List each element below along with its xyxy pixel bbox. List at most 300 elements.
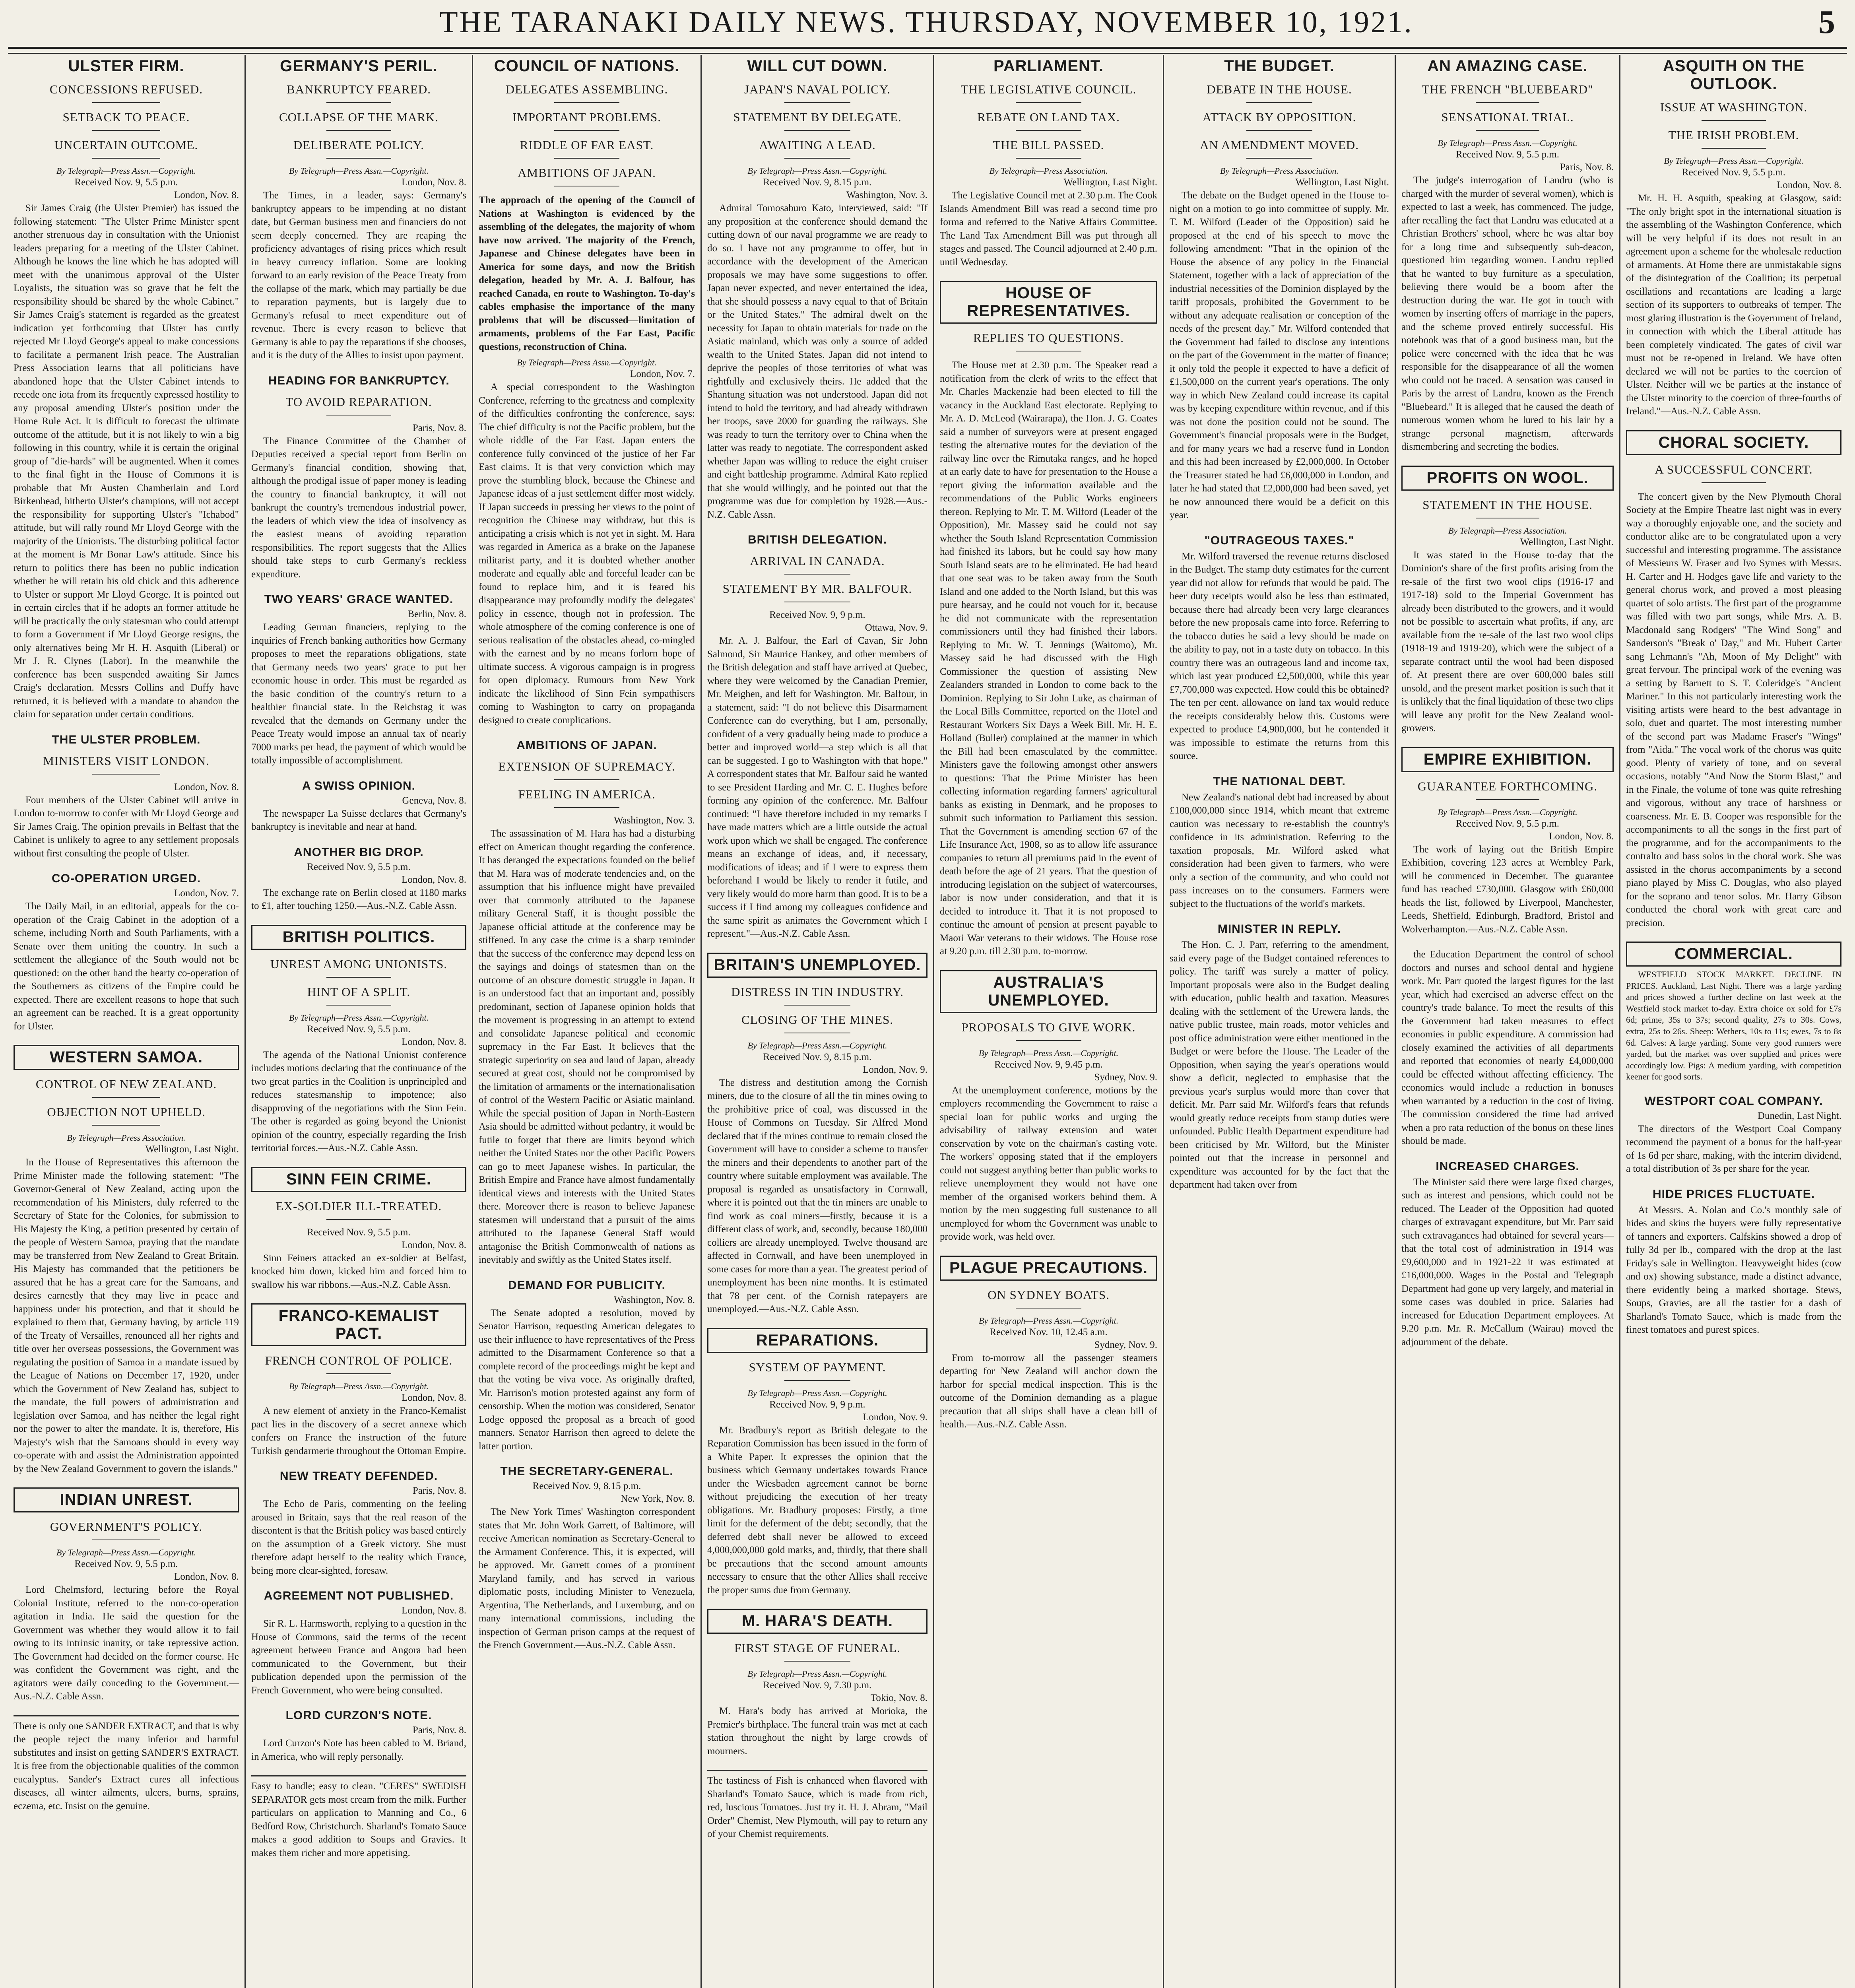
article-subheading: UNREST AMONG UNIONISTS. [251, 957, 466, 978]
article-dateline: Paris, Nov. 8. [412, 422, 466, 433]
article-credit: By Telegraph—Press Assn.—Copyright. [289, 1012, 429, 1023]
article-body [1626, 490, 1841, 930]
article-subheading: ARRIVAL IN CANADA. [707, 554, 928, 575]
article-dateline: Washington, Nov. 8. [614, 1294, 695, 1305]
masthead-rule [8, 47, 1847, 54]
article-body [251, 1737, 466, 1763]
article-body [479, 1505, 695, 1652]
article-headline: AN AMAZING CASE. [1427, 57, 1588, 75]
article-subheading: SYSTEM OF PAYMENT. [707, 1360, 928, 1381]
article-paragraph: From to-morrow all the passenger steamers departing for New Zealand will anchor down the harbor for special medical inspection. This is the outcome of the Dominion demanding as a plague precaution that all ships shall have a clean bill of health.—Aus.-N.Z. Cable Assn. [940, 1352, 1157, 1430]
article-dateline: Dunedin, Last Night. [1757, 1110, 1841, 1121]
article-subheading: ISSUE AT WASHINGTON. [1626, 100, 1841, 121]
article-body [707, 1424, 928, 1597]
article [251, 925, 466, 1155]
article-dateline: New York, Nov. 8. [621, 1493, 695, 1504]
article-body [251, 621, 466, 767]
article-paragraph: Sir R. L. Harmsworth, replying to a question in the House of Commons, said the terms of the recent agreement between France and Angora had been communicated to the Government, but their publication depended upon the permission of the French Government, who were being consulted. [251, 1618, 466, 1696]
article-dateline: Berlin, Nov. 8. [407, 609, 466, 619]
article-subheading: REPLIES TO QUESTIONS. [940, 331, 1157, 351]
article-subheading: IMPORTANT PROBLEMS. [479, 110, 695, 131]
column-6 [1164, 55, 1396, 1988]
article [1401, 466, 1614, 735]
article-paragraph: The Echo de Paris, commenting on the feeling aroused in Britain, says that the real reason of the discontent is that the British policy was based entirely on the assumption of a Greek victory. She must therefore adapt herself to the reality which France, being more clear-sighted, foresaw. [251, 1499, 466, 1576]
article-headline: BRITISH DELEGATION. [747, 533, 887, 546]
article [14, 733, 239, 860]
page-number: 5 [1818, 4, 1837, 41]
article-subheading: CLOSING OF THE MINES. [707, 1013, 928, 1033]
article-dateline: Geneva, Nov. 8. [402, 795, 466, 806]
article-headline: CO-OPERATION URGED. [51, 872, 201, 885]
article-credit: By Telegraph—Press Assn.—Copyright. [1438, 807, 1578, 817]
article [1170, 57, 1389, 522]
article-body [479, 381, 695, 727]
advertisement: The tastiness of Fish is enhanced when flavored with Sharland's Tomato Sauce, which is made from rich, red, luscious Tomatoes. Just try it. H. J. Abram, "Mail Order" Chemist, New Plymouth, will pay to return any of your Chemist requirements. [707, 1770, 928, 1841]
article-subheading: THE BILL PASSED. [940, 138, 1157, 159]
article-headline: PLAGUE PRECAUTIONS. [940, 1256, 1157, 1281]
article-paragraph: The Legislative Council met at 2.30 p.m. The Cook Islands Amendment Bill was read a second time pro forma and referred to the Native Affairs Committee. The Land Tax Amendment Bill was put through all stages and passed. The Council adjourned at 2.40 p.m. until Wednesday. [940, 190, 1157, 268]
article [1401, 1160, 1614, 1349]
article-body [14, 794, 239, 860]
article-dateline: London, Nov. 8. [1549, 831, 1614, 842]
article-lead: The approach of the opening of the Council of Nations at Washington is evidenced by the assembling of the delegates, the majority of whom have now arrived. The majority of the French, Japanese and Chinese delegates have been in America for some days, and now the British delegation, headed by Mr. A. J. Balfour, has reached Canada, en route to Washington. To-day's cables emphasise the importance of the many problems that will be discussed—limitation of armaments, problems of the Far East, Pacific questions, reconstruction of China. [479, 195, 695, 352]
article [251, 1775, 466, 1860]
article-received: Received Nov. 9, 5.5 p.m. [74, 1559, 178, 1569]
article-credit: By Telegraph—Press Assn.—Copyright. [978, 1315, 1119, 1326]
article-body [1626, 1122, 1841, 1176]
article-dateline: London, Nov. 7. [174, 888, 239, 899]
article [251, 1167, 466, 1292]
article-subheading: A SUCCESSFUL CONCERT. [1626, 462, 1841, 483]
article-headline: A SWISS OPINION. [302, 779, 415, 792]
article-body [1170, 189, 1389, 522]
article [251, 374, 466, 581]
article [707, 1609, 928, 1758]
article-subheading: GUARANTEE FORTHCOMING. [1401, 779, 1614, 800]
article-headline: WESTERN SAMOA. [14, 1045, 239, 1070]
article-dateline: Washington, Nov. 3. [846, 190, 928, 200]
article-subheading: DISTRESS IN TIN INDUSTRY. [707, 985, 928, 1006]
article [14, 1715, 239, 1813]
column-4 [702, 55, 934, 1988]
article-subheading: DEBATE IN THE HOUSE. [1170, 82, 1389, 103]
article-subheading: RIDDLE OF FAR EAST. [479, 138, 695, 159]
article-paragraph: Mr. Bradbury's report as British delegate to the Reparation Commission has been issued in the form of a White Paper. It expresses the opinion that the business which Germany undertakes towards France under the Wiesbaden agreement cannot be borne without prejudicing the execution of her treaty obligations. Mr. Bradbury proposes: Firstly, a time limit for the deferment of the debt; secondly, that the deferred debt shall never be allowed to exceed 4,000,000,000 gold marks, and, thirdly, that there shall be precautions that the second amount amounts necessary to ensure that the other Allies shall receive the proper sums due from Germany. [707, 1425, 928, 1596]
article-paragraph: The Daily Mail, in an editorial, appeals for the co-operation of the Craig Cabinet in the adoption of a scheme, including North and South Parliaments, with a Senate over them uniting the country. In such a settlement the allegiance of the South would not be questioned: on the other hand the hearty co-operation of the Southerners as citizens of the Empire could be expected. There are excellent reasons to hope that such an agreement can be reached. It is a great opportunity for Ulster. [14, 901, 239, 1032]
article [1170, 775, 1389, 911]
article-paragraph: The Times, in a leader, says: Germany's bankruptcy appears to be impending at no distant date, but German business men and financiers do not seem deeply concerned. They are reaping the proficiency advantages of rising prices which result in heavy currency inflation. Some are looking forward to an early revision of the Peace Treaty from the collapse of the mark, which may partially be due to reparation payments, but is largely due to Germany's refusal to meet expenditure out of revenue. There is every reason to believe that Germany is able to pay the reparations if she chooses, and it is the duty of the Allies to insist upon payment. [251, 190, 466, 361]
article-paragraph: Lord Curzon's Note has been cabled to M. Briand, in America, who will reply personally. [251, 1738, 466, 1762]
article [251, 57, 466, 362]
article-headline: SINN FEIN CRIME. [251, 1167, 466, 1192]
column-5 [934, 55, 1164, 1988]
article-body [251, 807, 466, 834]
article-credit: By Telegraph—Press Assn.—Copyright. [747, 1040, 887, 1050]
article-subheading: STATEMENT BY MR. BALFOUR. [707, 582, 928, 602]
article-paragraph: Admiral Tomosaburo Kato, interviewed, said: "If any proposition at the conference should demand the cutting down of our naval programme we are ready to do so. I have not any programme to offer, but in accordance with the development of the American proposals we may have some suggestions to offer. Japan never expected, and never entertained the idea, that she should possess a navy equal to that of Britain or the United States." The admiral dwelt on the necessity for Japan to obtain materials for trade on the Asiatic mainland, which was only a source of added wealth to the United States. Japan did not intend to deprive the peoples of those territories of what was rightfully and exclusively theirs. He added that the Shantung situation was not understood. Japan did not intend to hold the territory, and had already withdrawn her troops, save 2000 for guarding the railways. She was ready to turn the territory over to China when the latter was ready to negotiate. The correspondent asked whether Japan was willing to reduce the eight cruiser and eight battleship programme. Admiral Kato replied that she would willingly, and he pointed out that the programme was due for completion by 1928.—Aus.-N.Z. Cable Assn. [707, 203, 928, 520]
article-received: Received Nov. 9, 8.15 p.m. [763, 177, 872, 188]
article-subheading: ON SYDNEY BOATS. [940, 1288, 1157, 1309]
article-paragraph: The directors of the Westport Coal Company recommend the payment of a bonus for the half-year of 1s 6d per share, making, with the interim dividend, a total distribution of 3s per share for the year. [1626, 1123, 1841, 1175]
article [14, 57, 239, 721]
article-dateline: London, Nov. 8. [174, 781, 239, 792]
article-paragraph: The Hon. C. J. Parr, referring to the amendment, said every page of the Budget contained references to policy. The tariff was surely a matter of policy. Important proposals were also in the Budget dealing with education, public health and taxation. Measures dealing with the settlement of the Urewera lands, the native public trustee, main roads, motor vehicles and post office administration were either mentioned in the Budget or were before the House. The Leader of the Opposition, when saying the year's operations would show a deficit, neglected to emphasise that the previous year's surplus would more than cover that deficit. Mr. Parr said Mr. Wilford's fears that refunds would greatly reduce receipts from stamp duties were unfounded. Public Health Department expenditure had been criticised by Mr. Wilford, but the Minister pointed out that the increase in personnel and expenditure was accounted for by the fact that the department had taken over from [1170, 940, 1389, 1190]
masthead [12, 2, 1841, 43]
article-subheading: EX-SOLDIER ILL-TREATED. [251, 1199, 466, 1220]
article [251, 593, 466, 767]
article-paragraph: the Education Department the control of school doctors and nurses and school dental and hygiene work. Mr. Parr quoted the largest figures for the last year, which had exercised an adverse effect on the country's trade balance. To meet the results of this the Government had taken measures to effect economies in public expenditure. A commission had closely examined the activities of all departments and reported that economies of nearly £4,000,000 could be effected without affecting efficiency. The economies would include a reduction in bonuses when warranted by a reduction in the cost of living. The commission considered the time had arrived when a pro rata reduction of the bonus on these lines should be made. [1401, 949, 1614, 1146]
article-credit: By Telegraph—Press Association. [67, 1133, 186, 1143]
article-body [479, 1307, 695, 1453]
article-headline: PARLIAMENT. [993, 57, 1104, 75]
article [1401, 948, 1614, 1148]
article [1626, 57, 1841, 418]
article-credit: By Telegraph—Press Assn.—Copyright. [517, 357, 657, 367]
column-7 [1396, 55, 1620, 1988]
article-dateline: Wellington, Last Night. [1520, 536, 1614, 547]
article-received: Received Nov. 9, 8.15 p.m. [532, 1481, 641, 1491]
article-received: Received Nov. 9, 5.5 p.m. [1455, 818, 1560, 829]
article-paragraph: Sir James Craig (the Ulster Premier) has issued the following statement: "The Ulster Prime Minister spent another strenuous day in consultation with the Unionist leaders preparing for a meeting of the Ulster Cabinet. Although he knows the line which he has adopted will meet with the unanimous approval of the Ulster Loyalists, the situation was so grave that he felt the responsibility should be shared by the whole Cabinet." Sir James Craig's statement is regarded as the greatest indication yet forthcoming that Ulster has curtly rejected Mr Lloyd George's appeal to make concessions to facilitate a permanent Irish peace. The Australian Press Association learns that all politicians have abandoned hope that the Ulster Cabinet intends to recede one iota from its frequently expressed hostility to any proposal amending Ulster's position under the Home Rule Act. It is difficult to forecast the ultimate outcome of the attitude, but it is not likely to win a big following in this country, while it is certain the original group of "die-hards" will be augmented. When it comes to the final fight in the House of Commons it is probable that Mr Austen Chamberlain and Lord Birkenhead, hitherto Ulster's champions, will not accept the responsibility for supporting Ulster's "Ichabod" attitude, but will rally round Mr Lloyd George with the majority of the Unionists. The disturbing political factor at the moment is Mr Bonar Law's attitude. Since his return to politics there has been no public indication whether he will retain his old chick and this adherence to Ulster or support Mr Lloyd George. It is pointed out in certain circles that if he adopts an former attitude he will be practically the only statesman who could attempt to form a Government if Mr Lloyd George resigns, the only alternatives being Mr H. H. Asquith (Liberal) or Mr J. R. Clynes (Labor). In the meanwhile the conference has been suspended awaiting Sir James Craig's declaration. Messrs Collins and Duffy have returned, it is believed with a mandate to abandon the claim for separation under certain conditions. [14, 203, 239, 720]
column-1 [8, 55, 246, 1988]
article-dateline: London, Nov. 8. [1777, 180, 1841, 190]
article-paragraph: The New York Times' Washington correspondent states that Mr. John Work Garrett, of Baltimore, will receive American nomination as Secretary-General to the Armament Conference. This, it is expected, will be approved. Mr. Garrett comes of a prominent Maryland family, and has served in various diplomatic posts, including Minister to Venezuela, Argentina, The Netherlands, and Luxemburg, and on many international commissions, including the inspection of German prison camps at the request of the French Government.—Aus.-N.Z. Cable Assn. [479, 1507, 695, 1650]
article-headline: INDIAN UNREST. [14, 1487, 239, 1512]
article-headline: TWO YEARS' GRACE WANTED. [264, 593, 454, 606]
article-subheading: COLLAPSE OF THE MARK. [251, 110, 466, 131]
article-body [1401, 174, 1614, 454]
article-headline: AMBITIONS OF JAPAN. [516, 739, 657, 752]
article-headline: CHORAL SOCIETY. [1626, 430, 1841, 455]
article [940, 57, 1157, 269]
article-dateline: Tokio, Nov. 8. [870, 1693, 928, 1703]
article-credit: By Telegraph—Press Association. [1448, 525, 1567, 536]
article-body [1626, 969, 1841, 1083]
article-headline: WILL CUT DOWN. [747, 57, 888, 75]
article [1626, 1095, 1841, 1176]
article-headline: FRANCO-KEMALIST PACT. [251, 1303, 466, 1346]
article-dateline: Paris, Nov. 8. [1560, 162, 1614, 173]
article-paragraph: The newspaper La Suisse declares that Germany's bankruptcy is inevitable and near at hand. [251, 808, 466, 832]
article-body [940, 1351, 1157, 1431]
article-dateline: London, Nov. 8. [174, 1571, 239, 1582]
article-subheading: ATTACK BY OPPOSITION. [1170, 110, 1389, 131]
article-subheading: FRENCH CONTROL OF POLICE. [251, 1353, 466, 1374]
article-body [251, 1617, 466, 1697]
article [707, 953, 928, 1316]
article [251, 1303, 466, 1458]
article-body [251, 886, 466, 913]
article-paragraph: Mr. H. H. Asquith, speaking at Glasgow, said: "The only bright spot in the international situation is the assembling of the Washington Conference, which will be very helpful if its does not result in an agreement upon a scheme for the wholesale reduction of armaments. At Home there are unmistakable signs of the disintegration of the Coalition; its perpetual oscillations and recantations are leading a large section of its supporters to outbreaks of temper. The most glaring illustration is the Government of Ireland, in connection with which the Liberal attitude has been completely vindicated. The gates of civil war must not be re-opened in Ireland. We have often declared we will not be parties to the coercion of Ulster. Neither will we be parties at the instance of the Ulster minority to the coercion of three-fourths of Ireland."—Aus.-N.Z. Cable Assn. [1626, 193, 1841, 417]
article-body [14, 1583, 239, 1703]
article-subheading: BANKRUPTCY FEARED. [251, 82, 466, 103]
article-subheading: OBJECTION NOT UPHELD. [14, 1105, 239, 1126]
advertisement: There is only one SANDER EXTRACT, and that is why the people reject the many inferior and harmful substitutes and insist on getting SANDER'S EXTRACT. It is free from the objectionable qualities of the common eucalyptus. Sander's Extract cures all infectious diseases, all winter ailments, ulcers, burns, sprains, eczema, etc. Insist on the genuine. [14, 1715, 239, 1813]
article-body [1170, 791, 1389, 911]
article [707, 57, 928, 521]
article-received: Received Nov. 9, 7.30 p.m. [763, 1680, 872, 1691]
advertisement: Easy to handle; easy to clean. "CERES" SWEDISH SEPARATOR gets most cream from the milk. Further particulars on application to Manning and Co., 6 Bedford Row, Christchurch. Sharland's Tomato Sauce makes a good addition to Soups and Gravies. It makes them richer and more appetising. [251, 1775, 466, 1860]
article-headline: COUNCIL OF NATIONS. [494, 57, 680, 75]
article-credit: By Telegraph—Press Assn.—Copyright. [1664, 156, 1804, 166]
article-body [251, 1497, 466, 1577]
article-dateline: Wellington, Last Night. [1295, 177, 1389, 188]
article-dateline: London, Nov. 8. [402, 1605, 466, 1616]
article [707, 1328, 928, 1597]
article-received: Received Nov. 9, 5.5 p.m. [74, 177, 178, 188]
article-dateline: Paris, Nov. 8. [412, 1485, 466, 1496]
article [479, 1279, 695, 1453]
article-paragraph: The exchange rate on Berlin closed at 1180 marks to £1, after touching 1250.—Aus.-N.Z. Cable Assn. [251, 887, 466, 911]
article-dateline: London, Nov. 8. [402, 1239, 466, 1250]
article-credit: By Telegraph—Press Assn.—Copyright. [1438, 138, 1578, 148]
article-subheading: MINISTERS VISIT LONDON. [14, 754, 239, 775]
article-body [1401, 843, 1614, 936]
article-headline: AUSTRALIA'S UNEMPLOYED. [940, 970, 1157, 1013]
article-subheading: UNCERTAIN OUTCOME. [14, 138, 239, 159]
article-dateline: Wellington, Last Night. [145, 1144, 239, 1155]
article-received: Received Nov. 10, 12.45 a.m. [990, 1326, 1108, 1338]
article-headline: REPARATIONS. [707, 1328, 928, 1353]
article-body [1626, 1204, 1841, 1337]
column-8 [1620, 55, 1847, 1988]
article-paragraph: The agenda of the National Unionist conference includes motions declaring that the continuance of the two great parties in the Coalition is unprincipled and reduces statesmanship to impotence; also disapproving of the negotiations with the Sinn Fein. The other is regarded as going beyond the Unionist opinion of the country, especially regarding the Irish territorial forces.—Aus.-N.Z. Cable Assn. [251, 1049, 466, 1153]
article [940, 281, 1157, 958]
article-body [14, 1156, 239, 1475]
article-body [14, 900, 239, 1033]
article-subheading: EXTENSION OF SUPREMACY. [479, 759, 695, 780]
article-body [479, 827, 695, 1267]
article-dateline: Washington, Nov. 3. [614, 815, 695, 826]
article-headline: HEADING FOR BANKRUPTCY. [268, 374, 450, 387]
article-paragraph: The House met at 2.30 p.m. The Speaker read a notification from the clerk of writs to the effect that Mr. Charles Mackenzie had been elected to fill the vacancy in the Auckland East electorate. Replying to Mr. A. D. McLeod (Wairarapa), the Hon. J. G. Coates said a number of surveyors were at present engaged testing the alternative routes for the deviation of the railway line over the Rimutaka ranges, and he hoped at an early date to have for presentation to the House a report giving the information available and the recommendations of the Public Works engineers thereon. Replying to Mr. T. M. Wilford (Leader of the Opposition), Mr. Massey said he could not say whether the South Island Representation Commission had finished its labors, but he could say how many South Island seats are to be eliminated. He had heard that one seat was to be taken away from the South Island and one added to the North Island, but this was pure hearsay, and he could not vouch for it, because he did not communicate with the representation commissioners until they had finished their labors. Replying to Mr. W. T. Jennings (Waitomo), Mr. Massey said he had discussed with the High Commissioner the question of assisting New Zealanders stranded in London to come back to the Dominion. Replying to Sir John Luke, as chairman of the Local Bills Committee, reported on the Hotel and Restaurant Workers Six Days a Week Bill. Mr. H. E. Holland (Buller) complained at the manner in which the Bill had been emasculated by the committee. Ministers gave the following amongst other answers to questions: That the Prime Minister has been collecting information regarding farmers' agricultural banks as existing in Denmark, and he proposes to submit such information to Parliament this session. That the Government is amending section 67 of the Life Insurance Act, 1908, so as to allow life assurance companies to return all premiums paid in the event of death before the age of 21 years. That the question of introducing legislation on the subject of watercourses, labor is now under consideration, and that it is decided to introduce it. That it is not proposed to continue the amount of pension at present payable to Maori War veterans to their widows. The House rose at 9.20 p.m. till 2.30 p.m. to-morrow. [940, 360, 1157, 957]
article [1626, 942, 1841, 1083]
article-headline: ASQUITH ON THE OUTLOOK. [1663, 57, 1805, 93]
article-dateline: Sydney, Nov. 9. [1094, 1339, 1157, 1350]
article-body [940, 359, 1157, 958]
article-body [251, 435, 466, 581]
article-paragraph: New Zealand's national debt had increased by about £100,000,000 since 1914, which meant that extreme caution was necessary to re-establish the country's confidence in its administration. Referring to the taxation proposals, Mr. Wilford asked what consideration had been given to farmers, who were only a section of the community, and who could not pass increases on to the consumers. Farmers were subject to the fluctuations of the world's markets. [1170, 792, 1389, 909]
article-paragraph: A new element of anxiety in the Franco-Kemalist pact lies in the discovery of a secret annexe which confers on France the instruction of the future Turkish gendarmerie throughout the Ottoman Empire. [251, 1406, 466, 1456]
column-2 [246, 55, 473, 1988]
masthead-title: THE TARANAKI DAILY NEWS. THURSDAY, NOVEMBER 10, 1921. [439, 6, 1413, 39]
article [940, 970, 1157, 1244]
article-headline: HIDE PRICES FLUCTUATE. [1652, 1187, 1815, 1201]
article [251, 846, 466, 913]
article-body [251, 1252, 466, 1292]
article-received: Received Nov. 9, 5.5 p.m. [307, 861, 411, 872]
article-subheading: AWAITING A LEAD. [707, 138, 928, 159]
article-paragraph: M. Hara's body has arrived at Morioka, the Premier's birthplace. The funeral train was met at each station throughout the night by large crowds of mourners. [707, 1706, 928, 1757]
article-credit: By Telegraph—Press Assn.—Copyright. [56, 1547, 196, 1557]
article-subheading: TO AVOID REPARATION. [251, 395, 466, 415]
article-received: Received Nov. 9, 8.15 p.m. [763, 1051, 872, 1062]
article-paragraph: The assassination of M. Hara has had a disturbing effect on American thought regarding the conference. It has deranged the expectations founded on the belief that M. Hara was of moderate tendencies and, on the assumption that his influence might have prevailed over that commonly attributed to the Japanese military General Staff, it is thought possible the Japanese official attitude at the conference may be stiffened. In any case the crime is a sharp reminder that the success of the conference may depend less on the sayings and doings of statesmen than on the outcome of an obscure domestic struggle in Japan. It is an understood fact that an important and, possibly predominant, section of Japanese opinion holds that the movement is progressing in an attempt to extend and consolidate Japanese political and economic supremacy in the Far East. It believes that the strategic superiority on sea and land of Japan, already secured at great cost, should not be compromised by the limitation of armaments or the internationalisation of control of the Western Pacific or Asiatic mainland. While the special position of Japan in North-Eastern Asia should be admitted without pedantry, it would be futile to forget that there are limits beyond which neither the United States nor the other Pacific Powers can go to meet Japanese wishes. In particular, the British Empire and France have almost fundamentally identical views and interests with the United States there. Moreover there is reason to believe Japanese statesmen will understand that a pursuit of the aims attributed to the Japanese General Staff would antagonise the British Commonwealth of nations as inevitably and swiftly as the United States itself. [479, 828, 695, 1265]
article [14, 872, 239, 1033]
article-received: Received Nov. 9, 9.45 p.m. [994, 1059, 1103, 1070]
article-body [940, 1084, 1157, 1244]
article-subheading: THE LEGISLATIVE COUNCIL. [940, 82, 1157, 103]
article-headline: PROFITS ON WOOL. [1401, 466, 1614, 491]
article-paragraph: It was stated in the House to-day that the Dominion's share of the first profits arising from the re-sale of the first two wool clips (1916-17 and 1917-18) sold to the Imperial Government has already been distributed to the growers, and it would not be possible to ascertain what profits, if any, are available from the re-sale of the last two wool clips (1918-19 and 1919-20), which were the subject of a separate contract until the wool had been disposed of. At present there are over 600,000 bales still unsold, and the present market position is such that it is unlikely that the final liquidation of these two clips will leave any profit for the New Zealand wool-growers. [1401, 549, 1614, 734]
article [1626, 430, 1841, 930]
article-subheading: AMBITIONS OF JAPAN. [479, 166, 695, 186]
article-paragraph: The distress and destitution among the Cornish miners, due to the closure of all the tin mines owing to the prohibitive price of coal, was discussed in the House of Commons on Tuesday. Sir Alfred Mond declared that if the mines continue to remain closed the Government will have to consider a scheme to transfer the miners and their dependents to another part of the country where suitable employment was available. The proposal is regarded as unsatisfactory in Cornwall, where it is pointed out that the tin miners are unable to find work as coal miners—firstly, because it is a different class of work, and, secondly, because 180,000 colliers are already unemployed. Twelve thousand are affected in Cornwall, and have been unemployed in some cases for more than a year. The greatest period of unemployment has been nine months. It is estimated that 78 per cent. of the Cornish ratepayers are unemployed.—Aus.-N.Z. Cable Assn. [707, 1077, 928, 1314]
article [14, 1487, 239, 1703]
article-dateline: London, Nov. 8. [174, 190, 239, 200]
article [479, 739, 695, 1267]
article-subheading: THE FRENCH "BLUEBEARD" [1401, 82, 1614, 103]
article [1401, 57, 1614, 454]
article-credit: By Telegraph—Press Association. [1220, 166, 1339, 176]
article-subheading: SETBACK TO PEACE. [14, 110, 239, 131]
article [707, 1770, 928, 1841]
article-headline: WESTPORT COAL COMPANY. [1644, 1094, 1823, 1108]
article-headline: MINISTER IN REPLY. [1217, 922, 1341, 936]
article-headline: INCREASED CHARGES. [1436, 1159, 1579, 1173]
article-headline: COMMERCIAL. [1626, 942, 1841, 967]
article-body [251, 1404, 466, 1458]
article-headline: ULSTER FIRM. [68, 57, 184, 75]
article-received: Received Nov. 9, 9 p.m. [769, 1399, 865, 1410]
column-3 [473, 55, 702, 1988]
article-subheading: FEELING IN AMERICA. [479, 787, 695, 808]
article-headline: M. HARA'S DEATH. [707, 1609, 928, 1634]
article-subheading: SENSATIONAL TRIAL. [1401, 110, 1614, 131]
article [479, 1465, 695, 1652]
article [251, 1470, 466, 1577]
article-credit: By Telegraph—Press Assn.—Copyright. [289, 1381, 429, 1391]
article-credit: By Telegraph—Press Association. [989, 166, 1108, 176]
article-paragraph: Mr. A. J. Balfour, the Earl of Cavan, Sir John Salmond, Sir Maurice Hankey, and other members of the British delegation and staff have arrived at Quebec, where they were welcomed by the Canadian Premier, Mr. Meighen, and left for Washington. Mr. Balfour, in a statement, said: "I do not believe this Disarmament Conference can do everything, but I am, personally, confident of a very gradually being made to produce a better and improved world—a step which is all that can be suggested. I go to Washington with that hope." A correspondent states that Mr. Balfour said he wanted to see President Harding and Mr. C. E. Hughes before forming any opinion of the conference. Mr. Balfour continued: "I have therefore included in my remarks I have made matters which are a little outside the actual work upon which we shall be engaged. The conference means an exchange of ideas, and, if necessary, modifications of ideas; and if I were to express them beforehand I would be likely to render it futile, and very likely would do more harm than good. It is to be a success if I find among my colleagues confidence and the same spirit as animates the Government which I represent."—Aus.-N.Z. Cable Assn. [707, 635, 928, 939]
article-body [1401, 549, 1614, 735]
article-headline: NEW TREATY DEFENDED. [279, 1470, 438, 1483]
article-subheading: PROPOSALS TO GIVE WORK. [940, 1020, 1157, 1041]
article-headline: THE ULSTER PROBLEM. [52, 733, 201, 746]
article-headline: THE BUDGET. [1224, 57, 1335, 75]
article-paragraph: The debate on the Budget opened in the House to-night on a motion to go into committee of supply. Mr. T. M. Wilford (Leader of the Opposition) said he proposed at the end of his speech to move the following amendment: "That in the opinion of the House the absence of any policy in the Financial Statement, together with a lack of appreciation of the industrial necessities of the Dominion displayed by the tariff proposals, prohibited the Government to be without any adequate realisation or conception of the needs of the present day." Mr. Wilford contended that the Government had failed to disclose any intentions on the part of the Government in the matter of finance; it only told the people it expected to have a deficit of £1,500,000 on the current year's operations. The only way in which New Zealand could increase its capital was by keeping expenditure within revenue, and if this was not done the position could not be sound. The Government's financial proposals were in the Budget, and for many years we had a reserve fund in London and this had been increased by £2,000,000. In October the Treasurer stated he had £6,000,000 in London, and later he had stated that £2,000,000 had been saved, yet he now announced there would be a deficit on this year. [1170, 190, 1389, 520]
article-subheading: FIRST STAGE OF FUNERAL. [707, 1641, 928, 1662]
article-credit: By Telegraph—Press Assn.—Copyright. [747, 166, 887, 176]
article-subheading: STATEMENT IN THE HOUSE. [1401, 498, 1614, 518]
article [940, 1256, 1157, 1431]
article-subheading: HINT OF A SPLIT. [251, 985, 466, 1006]
article [251, 1709, 466, 1763]
article-dateline: Paris, Nov. 8. [412, 1725, 466, 1736]
article-paragraph: At Messrs. A. Nolan and Co.'s monthly sale of hides and skins the buyers were fully representative of tanners and exporters. Calfskins showed a drop of fully 3d per lb., compared with the drop at the last Friday's sale in Wellington. Heavyweight hides (cow and ox) showing substance, made a distinct advance, there evidently being a marked shortage. Stews, Soups, Gravies, are all the tastier for a dash of Sharland's Tomato Sauce, which is made from the finest tomatoes and purest spices. [1626, 1204, 1841, 1336]
article-credit: By Telegraph—Press Assn.—Copyright. [978, 1048, 1119, 1058]
article-dateline: London, Nov. 7. [630, 369, 695, 379]
article-credit: By Telegraph—Press Assn.—Copyright. [747, 1669, 887, 1679]
article-body [251, 189, 466, 362]
article-dateline: Ottawa, Nov. 9. [865, 622, 928, 633]
article-paragraph: The Minister said there were large fixed charges, such as interest and pensions, which could not be reduced. The Leader of the Opposition had quoted charges of extravagant expenditure, but Mr. Parr said such extravagances had obtained for several years—that the total cost of administration in 1914 was £9,600,000 and in 1921-22 it was estimated at £16,000,000. Wages in the Postal and Telegraph Department had gone up very largely, and material in some cases was doubled in price. Salaries had increased for Education Department employees. At 9.20 p.m. Mr. R. McCallum (Wairau) moved the adjournment of the debate. [1401, 1176, 1614, 1347]
article-headline: BRITAIN'S UNEMPLOYED. [707, 953, 928, 978]
article-body [1401, 1176, 1614, 1349]
article-subheading: JAPAN'S NAVAL POLICY. [707, 82, 928, 103]
article-body [251, 1048, 466, 1155]
article [14, 1045, 239, 1475]
article-dateline: London, Nov. 8. [402, 1392, 466, 1403]
article-subheading: DELEGATES ASSEMBLING. [479, 82, 695, 103]
article-body [14, 202, 239, 721]
article-headline: BRITISH POLITICS. [251, 925, 466, 950]
article-body [707, 1076, 928, 1316]
article-paragraph: Leading German financiers, replying to the inquiries of French banking authorities how Germany proposes to meet the reparations obligations, state that Germany needs two years' grace to put her economic house in order. This must be regarded as the basic condition of the country's return to a healthier financial state. In the Reichstag it was revealed that the demands on Germany under the Peace Treaty would impose an annual tax of nearly 7000 marks per head, the payment of which would be totally impossible of accomplishment. [251, 622, 466, 766]
article-headline: EMPIRE EXHIBITION. [1401, 747, 1614, 772]
article [1170, 922, 1389, 1192]
article-paragraph: Four members of the Ulster Cabinet will arrive in London to-morrow to confer with Mr Lloyd George and Sir James Craig. The opinion prevails in Belfast that the Cabinet is unlikely to agree to any settlement proposals without first consulting the people of Ulster. [14, 794, 239, 859]
article-dateline: London, Nov. 8. [402, 177, 466, 188]
article-dateline: London, Nov. 9. [863, 1064, 928, 1075]
article-paragraph: In the House of Representatives this afternoon the Prime Minister made the following statement: "The Governor-General of New Zealand, acting upon the recommendation of his Ministers, duly referred to the Secretary of State for the Colonies, for submission to His Majesty the King, a petition presented by certain of the people of Western Samoa, praying that the mandate may be transferred from New Zealand to Great Britain. His Majesty has commanded that the petitioners be assured that he has a great care for the Samoans, and desires earnestly that they may live in peace and happiness under his protection, and that it should be explained to them that, Germany having, by article 119 of the Treaty of Versailles, renounced all her rights and title over her overseas possessions, the Government was regulating the position of Samoa in a mandate issued by the League of Nations on December 17, 1920, under which the Government of New Zealand has, subject to the mandate, the full powers of administration and legislation over Samoa, and has neither the legal right nor the power to alter the mandate. It is, therefore, His Majesty's wish that the Samoans should in every way co-operate with and assist the Administration appointed by the New Zealand Government to govern the islands." [14, 1157, 239, 1474]
article-subheading: DELIBERATE POLICY. [251, 138, 466, 159]
article-dateline: London, Nov. 9. [863, 1411, 928, 1423]
article-body [1170, 550, 1389, 763]
article-paragraph: The Finance Committee of the Chamber of Deputies received a special report from Berlin on Germany's financial condition, showing that, although the prodigal issue of paper money is leading the country to financial bankruptcy, it will not bankrupt the country's tremendous industrial power, the leaders of which view the idea of insolvency as the easiest means of avoiding reparation responsibilities. The report suggests that the Allies should take steps to curb Germany's reckless expenditure. [251, 435, 466, 580]
article-paragraph: WESTFIELD STOCK MARKET. DECLINE IN PRICES. Auckland, Last Night. There was a large yarding and prices showed a further decline on last week at the Westfield stock market to-day. Extra choice ox sold for £7s 6d; prime, 35s to 37s; second quality, 27s to 30s. Cows, extra, 25s to 26s. Sheep: Wethers, 10s to 11s; ewes, 7s to 8s 6d. Calves: A large yarding. Some very good runners were yarded, but the market was over supplied and prices were accordingly low. Pigs: A medium yarding, with competition keener for good sorts. [1626, 969, 1841, 1082]
article-dateline: London, Nov. 8. [402, 874, 466, 885]
article-headline: DEMAND FOR PUBLICITY. [508, 1278, 666, 1292]
article-dateline: London, Nov. 8. [402, 1036, 466, 1047]
article-subheading: AN AMENDMENT MOVED. [1170, 138, 1389, 159]
article-received: Received Nov. 9, 9 p.m. [769, 610, 865, 620]
article [1626, 1188, 1841, 1337]
article-body [1401, 948, 1614, 1148]
article [707, 533, 928, 941]
article-headline: AGREEMENT NOT PUBLISHED. [264, 1589, 454, 1602]
article-credit: By Telegraph—Press Assn.—Copyright. [56, 166, 196, 176]
article [251, 1589, 466, 1697]
article-subheading: CONTROL OF NEW ZEALAND. [14, 1077, 239, 1098]
article-paragraph: The work of laying out the British Empire Exhibition, covering 123 acres at Wembley Park, will be commenced in December. The guarantee fund has reached £730,000. Glasgow with £60,000 heads the list, followed by Liverpool, Manchester, Leeds, Sheffield, Edinburgh, Bradford, Bristol and Wolverhampton.—Aus.-N.Z. Cable Assn. [1401, 844, 1614, 935]
article-body [707, 634, 928, 941]
article-received: Received Nov. 9, 5.5 p.m. [1455, 149, 1560, 160]
article-credit: By Telegraph—Press Assn.—Copyright. [747, 1388, 887, 1398]
article-received: Received Nov. 9, 5.5 p.m. [307, 1227, 411, 1238]
article-subheading: STATEMENT BY DELEGATE. [707, 110, 928, 131]
article-paragraph: The concert given by the New Plymouth Choral Society at the Empire Theatre last night was in every way a thoroughly enjoyable one, and the society and conductor alike are to be congratulated upon a very successful and interesting programme. The assistance of Messieurs W. Fraser and Ivo Symes with Messrs. H. Carter and H. Hodges gave life and variety to the general chorus work, and proved a most pleasing quartet of solo artists. The first part of the programme was filled with two part songs, while Mrs. A. B. Macdonald sang Rodgers' "The Wind Song" and Sanderson's "Break o' Day," and Mr. Hubert Carter sang Lehmann's "Ah, Moon of My Delight" with great fervour. The principal work of the evening was a setting by Barnett to S. T. Coleridge's "Ancient Mariner." In this not particularly interesting work the visiting artists were heard to the best advantage in solo, duet and quartet. The most interesting number of the second part was Madame Fraser's "Wings" from "Aida." The vocal work of the chorus was quite good. Plenty of variety of tone, and on several occasions, notably "And Now the Storm Blast," and in the Finale, the volume of tone was quite refreshing and vigorous, without any trace of harshness or coarseness. Mr. E. B. Cooper was responsible for the accompaniments to all the songs in the first part of the programme, and for the accompaniments to the contralto and bass solos in the choral work. She was assisted in the chorus accompaniments by a second piano played by Miss C. Douglas, who also played for the soprano and tenor solos. Mr. Harry Gibson conducted the choral work with great care and precision. [1626, 491, 1841, 928]
article-body [940, 189, 1157, 269]
article [1401, 747, 1614, 936]
article-credit: By Telegraph—Press Assn.—Copyright. [289, 166, 429, 176]
article-paragraph: Mr. Wilford traversed the revenue returns disclosed in the Budget. The stamp duty estimates for the current year did not allow for refunds that would be paid. The beer duty receipts would also be less than estimated, because there had already been very large clearances before the new proposals came into force. Referring to the tobacco duties he said a levy should be made on the ability to pay, not in a taste duty on tobacco. In this country there was an outrageous land and income tax, which last year produced £2,500,000, while this year £7,700,000 was expected. How could this be obtained? The ten per cent. allowance on land tax would reduce the receipts considerably below this. Customs were expected to produce £4,900,000, but he contended it was impossible to estimate the returns from this source. [1170, 551, 1389, 761]
article [1170, 534, 1389, 763]
article-paragraph: At the unemployment conference, motions by the employers recommending the Government to raise a special loan for public works and urging the advisability of railway extension and water conservation by vote on the chairman's casting vote. The workers' opposing stated that if the employers could not suggest anything better than public works to relieve unemployment they would not have one member of the organised workers behind them. A motion by the men suggesting full sustenance to all unemployed for whom the Government was unable to provide work, was held over. [940, 1085, 1157, 1242]
article-subheading: REBATE ON LAND TAX. [940, 110, 1157, 131]
article-headline: THE SECRETARY-GENERAL. [500, 1465, 673, 1478]
article-dateline: Wellington, Last Night. [1063, 177, 1157, 188]
article-body [1170, 938, 1389, 1192]
article-paragraph: Sinn Feiners attacked an ex-soldier at Belfast, knocked him down, kicked him and forced him to swallow his war ribbons.—Aus.-N.Z. Cable Assn. [251, 1252, 466, 1290]
article-paragraph: Lord Chelmsford, lecturing before the Royal Colonial Institute, referred to the non-co-operation agitation in India. He said the question for the Government was whether they would allow it to fail owing to its intrinsic inanity, or take repressive action. The Government had decided on the former course. He was confident the Government was right, and the agitators were daily conceding to the Government.—Aus.-N.Z. Cable Assn. [14, 1584, 239, 1702]
article-paragraph: The judge's interrogation of Landru (who is charged with the murder of several women), which is expected to last a week, has commenced. The judge, after recalling the fact that Landru was educated at a Christian Brothers' school, where he was altar boy for a long time and subsequently sub-deacon, questioned him regarding women. Landru replied that he wanted to buy furniture as a speculation, believing there would be a boom after the destruction during the war. He got in touch with women by inserting offers of marriage in the papers, and the scheme proved entirely successful. His notebook was that of a good business man, but the police were concerned with the idea that he was responsible for the disappearance of all the women who could not be traced. A sensation was caused in Paris by the arrest of Landru, known as the French "Bluebeard." It is alleged that he caused the death of numerous women whom he lured to his lair by a strange personal magnetism, afterwards dismembering and secreting the bodies. [1401, 175, 1614, 452]
article-body [707, 1705, 928, 1758]
article-subheading: CONCESSIONS REFUSED. [14, 82, 239, 103]
article-headline: HOUSE OF REPRESENTATIVES. [940, 281, 1157, 324]
article-body [1626, 192, 1841, 418]
article-headline: GERMANY'S PERIL. [280, 57, 438, 75]
article-subheading: GOVERNMENT'S POLICY. [14, 1520, 239, 1540]
article-received: Received Nov. 9, 5.5 p.m. [307, 1023, 411, 1035]
article-headline: LORD CURZON'S NOTE. [285, 1709, 432, 1722]
article-headline: ANOTHER BIG DROP. [294, 845, 424, 859]
article [251, 779, 466, 834]
article-headline: "OUTRAGEOUS TAXES." [1204, 534, 1354, 547]
article-headline: THE NATIONAL DEBT. [1213, 775, 1346, 788]
article-body [707, 202, 928, 521]
article-subheading: THE IRISH PROBLEM. [1626, 128, 1841, 149]
